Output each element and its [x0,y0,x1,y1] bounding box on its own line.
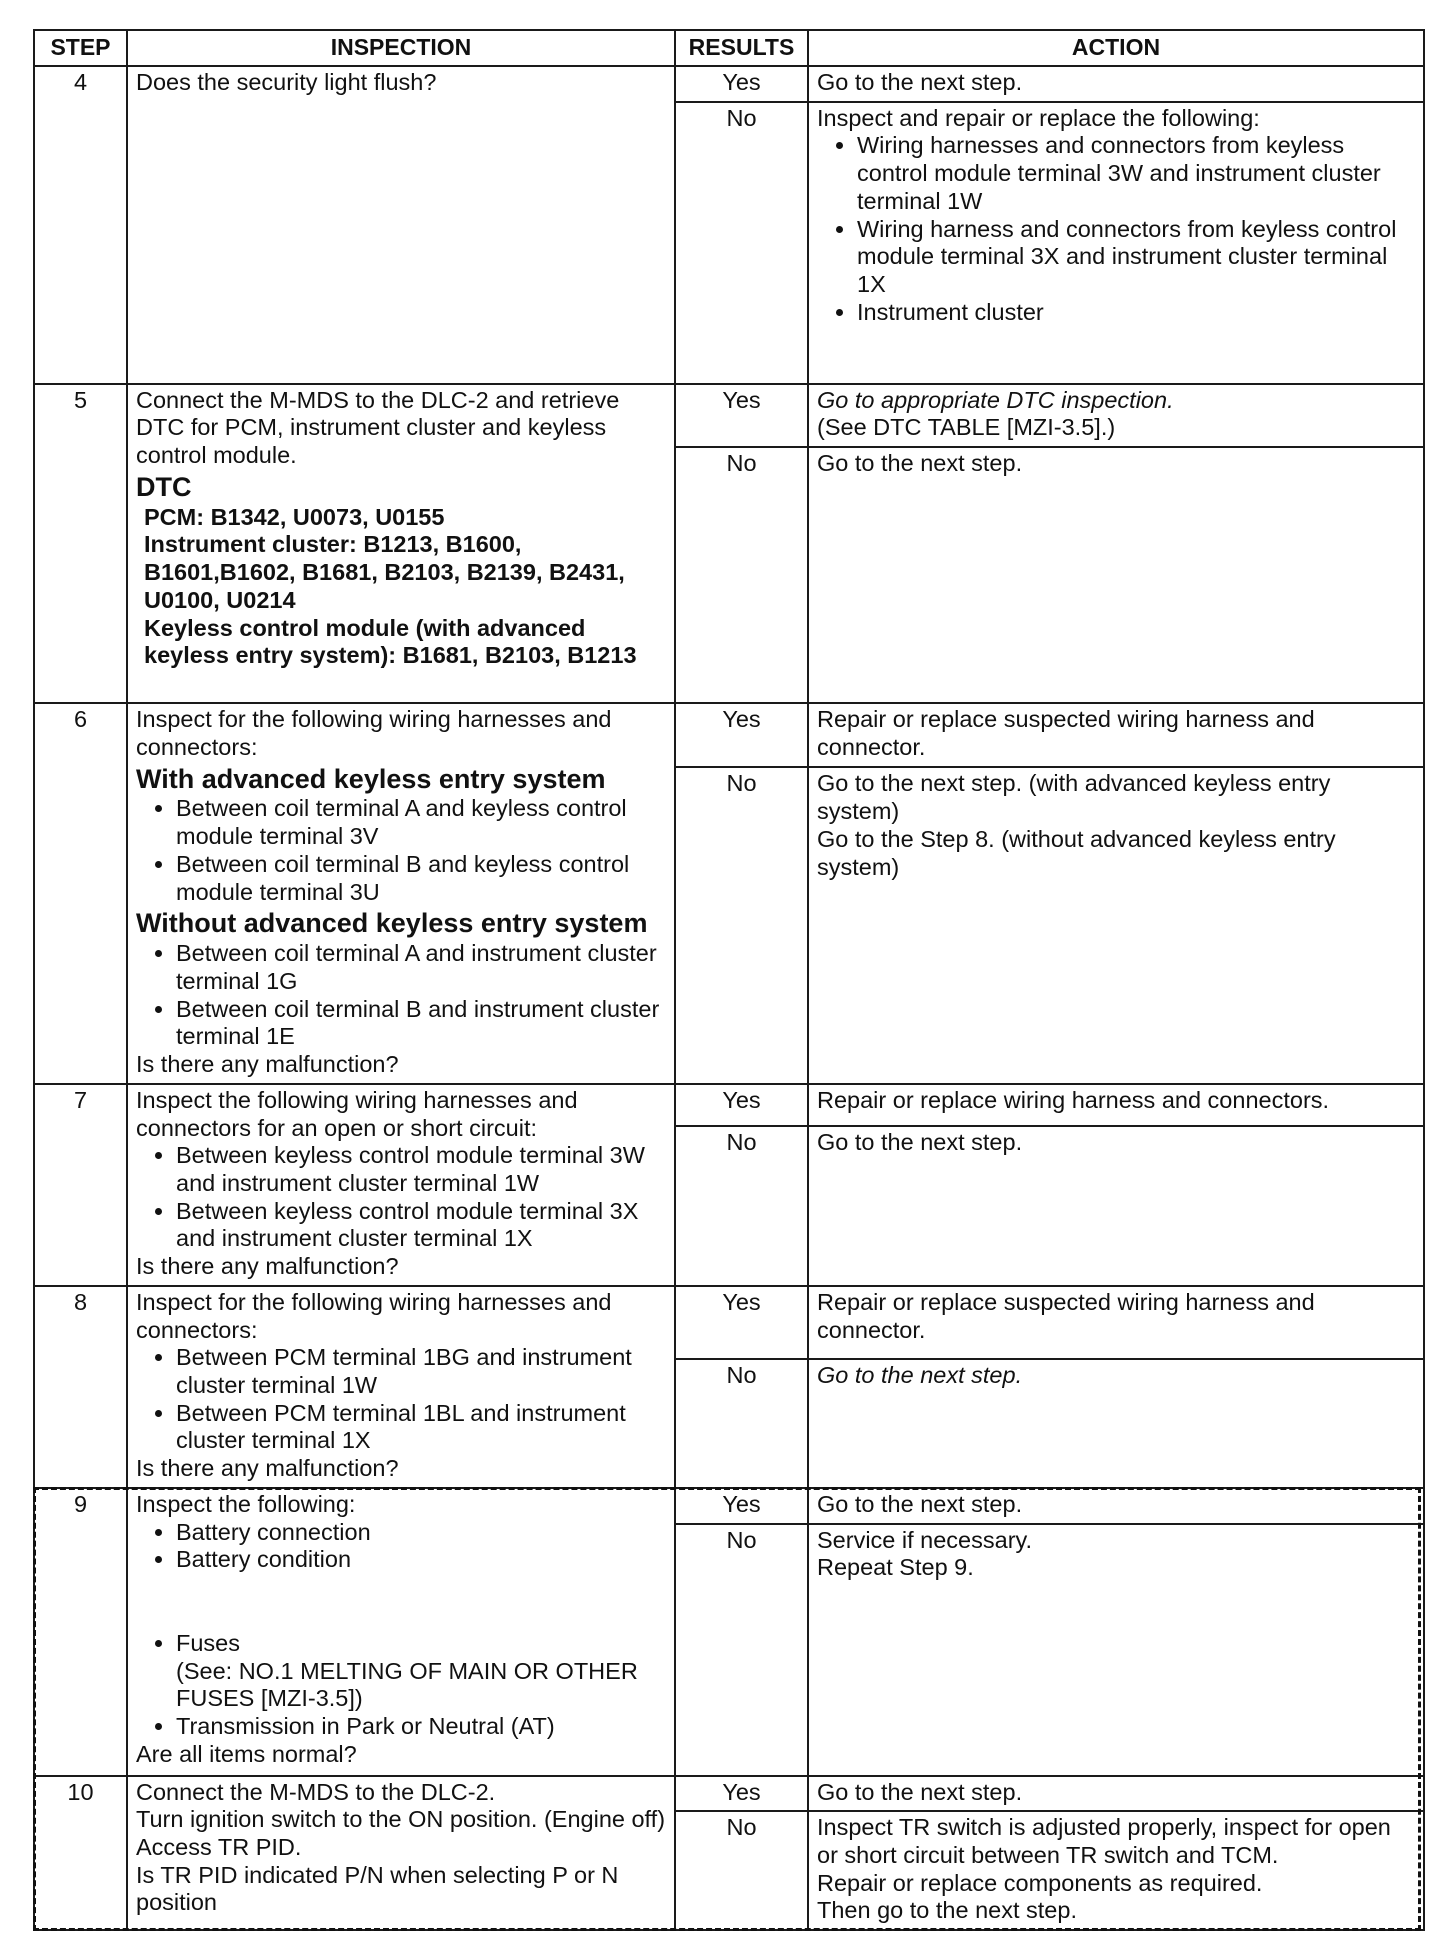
action-text: Service if necessary. [817,1526,1033,1553]
list-item [176,1630,666,1713]
inspection-list [136,1142,666,1253]
dtc-cluster: Instrument cluster: B1213, B1600, B1601,B1602, B1681, B2103, B2139, B2431, U0100, U0214 [144,531,625,613]
list-item: • Between PCM terminal 1BG and instrument cluster terminal 1W [176,1344,666,1399]
step-number: 8 [34,1286,127,1488]
result-no: No [675,102,808,384]
action-yes: Go to the next step. [808,1488,1424,1524]
action-yes [808,384,1424,447]
inspection-cell [127,66,675,384]
inspection-list [136,1630,666,1741]
header-results: RESULTS [675,30,808,66]
action-text: Inspect and repair or replace the following: [817,104,1260,131]
result-no: No [675,1811,808,1930]
header-action: ACTION [808,30,1424,66]
inspection-cell [127,1488,675,1776]
action-list [817,132,1415,326]
inspection-cell [127,1776,675,1931]
inspection-text: Inspect for the following wiring harnesses and connectors: [136,1288,612,1343]
action-text: (See DTC TABLE [MZI-3.5].) [817,414,1116,441]
action-text: Go to the Step 8. (without advanced keyless entry system) [817,825,1336,880]
step-number: 5 [34,384,127,703]
list-item: • Between coil terminal B and instrument cluster terminal 1E [176,996,666,1051]
list-item: • Between PCM terminal 1BL and instrument cluster terminal 1X [176,1400,666,1455]
result-no: No [675,1359,808,1488]
inspection-question: Is there any malfunction? [136,1253,399,1280]
list-item: • Battery connection [176,1519,666,1547]
action-yes: Repair or replace suspected wiring harness and connector. [808,1286,1424,1359]
step-number: 9 [34,1488,127,1776]
header-inspection: INSPECTION [127,30,675,66]
list-item: • Between coil terminal A and instrument cluster terminal 1G [176,940,666,995]
action-text: Repair or replace components as required. [817,1869,1263,1896]
table-row [34,1084,1424,1127]
header-step: STEP [34,30,127,66]
table-row [34,66,1424,102]
inspection-cell [127,384,675,703]
action-no [808,1524,1424,1776]
list-item: • Between keyless control module terminal 3W and instrument cluster terminal 1W [176,1142,666,1197]
result-yes: Yes [675,1776,808,1812]
inspection-list [136,795,666,906]
inspection-text: Turn ignition switch to the ON position. (Engine off) [136,1806,666,1833]
inspection-list [136,1344,666,1455]
list-item: • Transmission in Park or Neutral (AT) [176,1713,666,1741]
action-yes: Repair or replace suspected wiring harness and connector. [808,703,1424,767]
fuses-label: Fuses [176,1630,240,1656]
inspection-list [136,940,666,1051]
inspection-question: Are all items normal? [136,1740,357,1767]
subheading-with: With advanced keyless entry system [136,763,606,794]
inspection-text: Connect the M-MDS to the DLC-2 and retrieve DTC for PCM, instrument cluster and keyless control module. [136,386,620,469]
action-no [808,102,1424,384]
inspection-cell [127,1286,675,1488]
list-item: • Wiring harness and connectors from keyless control module terminal 3X and instrument cluster terminal 1X [857,216,1415,299]
inspection-text: Does the security light flush? [136,69,437,95]
inspection-text: Access TR PID. [136,1834,302,1860]
action-yes: Go to the next step. [808,66,1424,102]
inspection-text: Inspect for the following wiring harnesses and connectors: [136,706,612,760]
action-no: Go to the next step. [808,1126,1424,1286]
action-no: Go to the next step. [808,447,1424,703]
step-number: 7 [34,1084,127,1286]
result-yes: Yes [675,1286,808,1359]
inspection-cell [127,703,675,1084]
action-no [808,1811,1424,1930]
result-no: No [675,1524,808,1776]
result-yes: Yes [675,1488,808,1524]
table-header-row [34,30,1424,66]
action-text: Repeat Step 9. [817,1554,974,1581]
table-row [34,1286,1424,1359]
list-item: • Instrument cluster [857,299,1415,327]
action-text: Then go to the next step. [817,1897,1077,1924]
action-no [808,767,1424,1083]
dtc-pcm: PCM: B1342, U0073, U0155 [144,503,445,530]
list-item: • Wiring harnesses and connectors from keyless control module terminal 3W and instrument cluster terminal 1W [857,132,1415,215]
inspection-text: Inspect the following wiring harnesses and connectors for an open or short circuit: [136,1086,578,1141]
table-row [34,703,1424,767]
result-no: No [675,447,808,703]
list-item: • Between keyless control module terminal 3X and instrument cluster terminal 1X [176,1198,666,1253]
action-yes: Repair or replace wiring harness and connectors. [808,1084,1424,1127]
result-yes: Yes [675,703,808,767]
inspection-list [136,1519,666,1574]
fuses-reference: (See: NO.1 MELTING OF MAIN OR OTHER FUSES [MZI-3.5]) [176,1657,638,1712]
table-row [34,1776,1424,1812]
inspection-question: Is there any malfunction? [136,1051,399,1078]
step-number: 6 [34,703,127,1084]
troubleshooting-document [33,29,1423,1924]
step-number: 10 [34,1776,127,1931]
list-item: • Between coil terminal A and keyless control module terminal 3V [176,795,666,850]
inspection-text: Inspect the following: [136,1490,356,1517]
action-no: Go to the next step. [808,1359,1424,1488]
result-no: No [675,767,808,1083]
dtc-title: DTC [136,471,192,502]
list-item: • Between coil terminal B and keyless control module terminal 3U [176,851,666,906]
inspection-question: Is there any malfunction? [136,1455,399,1482]
result-yes: Yes [675,384,808,447]
inspection-text: Connect the M-MDS to the DLC-2. [136,1778,496,1805]
action-text: Go to the next step. (with advanced keyless entry system) [817,770,1331,825]
result-no: No [675,1126,808,1286]
inspection-question: Is TR PID indicated P/N when selecting P or N position [136,1861,619,1916]
subheading-without: Without advanced keyless entry system [136,908,648,939]
result-yes: Yes [675,66,808,102]
action-text: Go to appropriate DTC inspection. [817,386,1174,413]
table-row [34,1488,1424,1524]
inspection-table [33,29,1425,1931]
step-number: 4 [34,66,127,384]
inspection-cell [127,1084,675,1286]
dtc-keyless: Keyless control module (with advanced keyless entry system): B1681, B2103, B1213 [144,614,637,669]
list-item: • Battery condition [176,1546,666,1574]
result-yes: Yes [675,1084,808,1127]
action-yes: Go to the next step. [808,1776,1424,1812]
action-text: Inspect TR switch is adjusted properly, inspect for open or short circuit between TR switch and TCM. [817,1814,1391,1868]
table-row [34,384,1424,447]
